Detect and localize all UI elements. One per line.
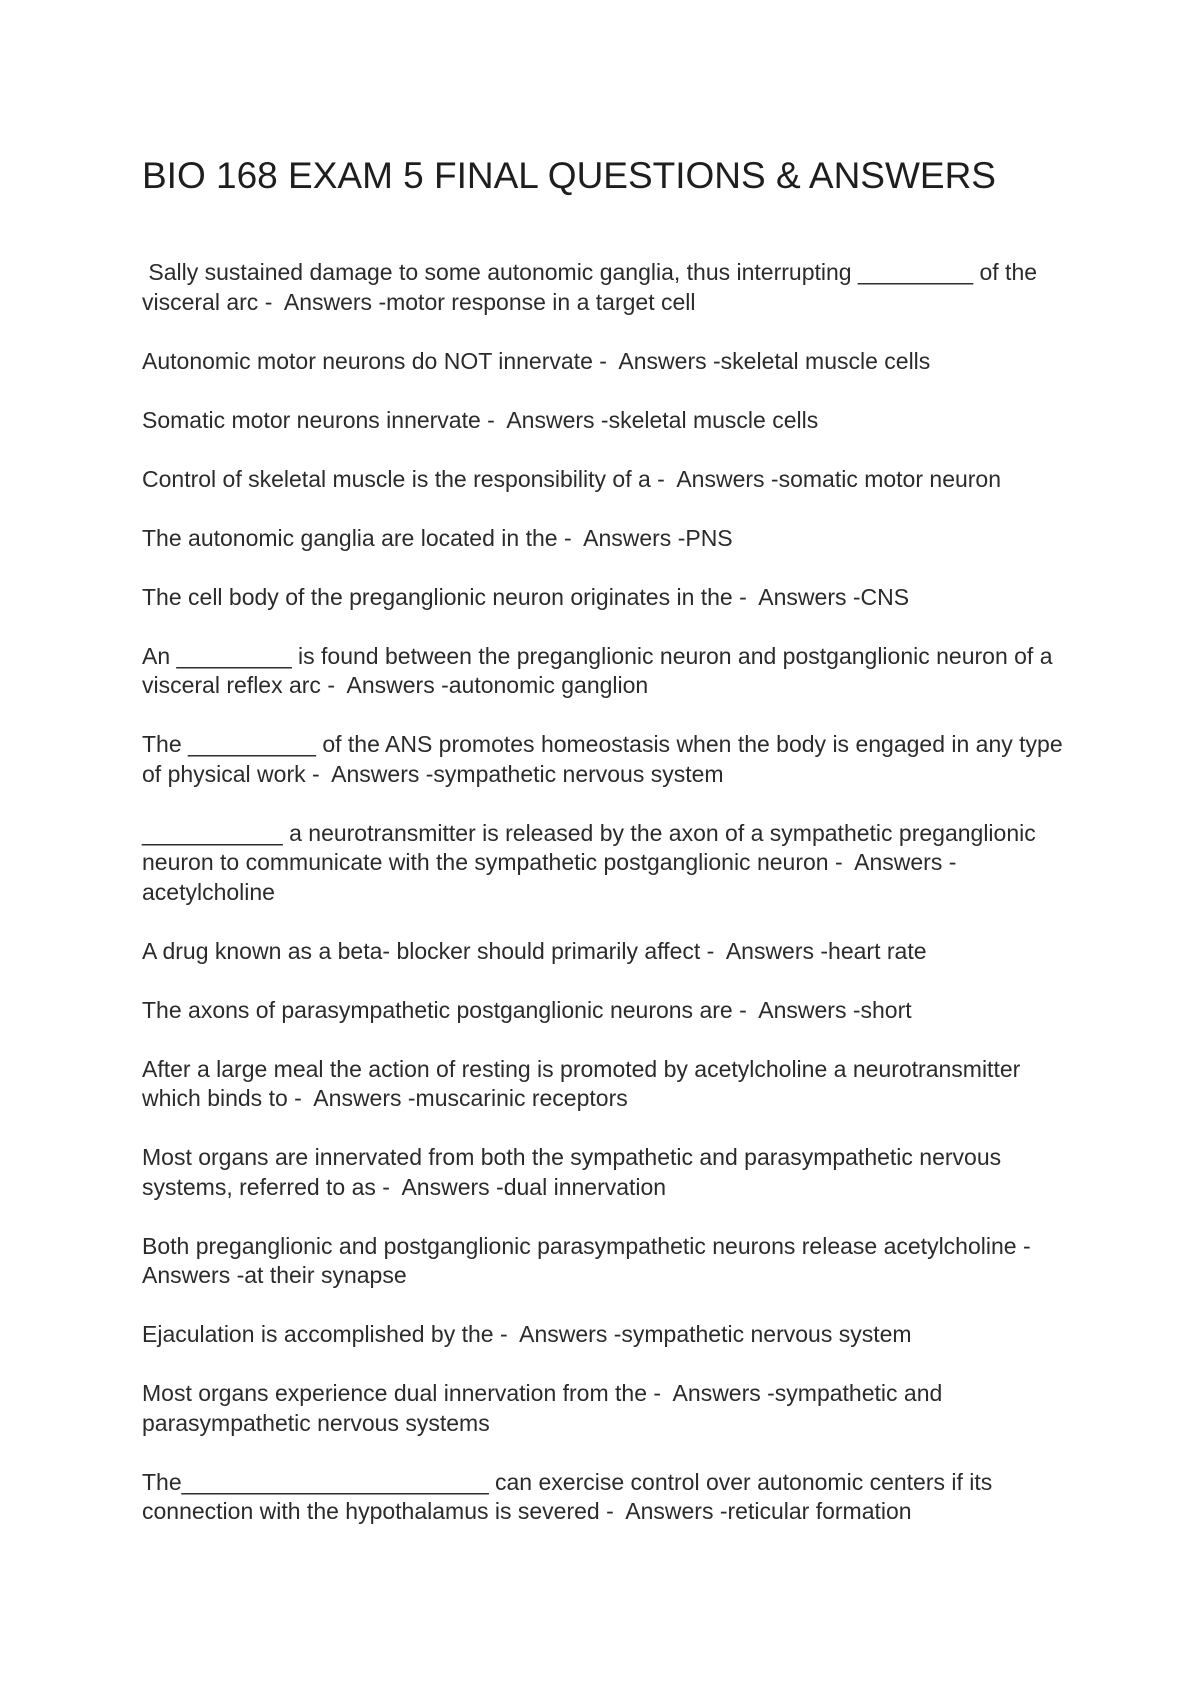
qa-item: Somatic motor neurons innervate - Answers -skeletal muscle cells: [142, 406, 819, 433]
qa-item: Sally sustained damage to some autonomic ganglia, thus interrupting _________ of the visceral arc - Answers -motor response in a target cell: [142, 259, 1044, 315]
qa-item: The cell body of the preganglionic neuron originates in the - Answers -CNS: [142, 583, 910, 610]
qa-item: An _________ is found between the preganglionic neuron and postganglionic neuron of a visceral reflex arc - Answers -autonomic ganglion: [142, 642, 1059, 698]
qa-item: After a large meal the action of resting is promoted by acetylcholine a neurotransmitter which binds to - Answers -muscarinic receptors: [142, 1055, 1027, 1111]
qa-item: The axons of parasympathetic postganglionic neurons are - Answers -short: [142, 996, 912, 1023]
qa-item: The________________________ can exercise control over autonomic centers if its connection with the hypothalamus is severed - Answers -reticular formation: [142, 1468, 999, 1524]
qa-item: Most organs are innervated from both the sympathetic and parasympathetic nervous systems, referred to as - Answers -dual innervation: [142, 1144, 1008, 1200]
qa-item: The __________ of the ANS promotes homeostasis when the body is engaged in any type of physical work - Answers -sympathetic nervous system: [142, 731, 1070, 787]
qa-item: ___________ a neurotransmitter is released by the axon of a sympathetic preganglionic neuron to communicate with the sympathetic postganglionic neuron - Answers -acetylcholine: [142, 819, 1043, 905]
qa-list: [142, 258, 1072, 1556]
qa-item: Ejaculation is accomplished by the - Answers -sympathetic nervous system: [142, 1321, 912, 1347]
qa-item: Autonomic motor neurons do NOT innervate - Answers -skeletal muscle cells: [142, 347, 931, 374]
qa-item: Most organs experience dual innervation from the - Answers -sympathetic and parasympathetic nervous systems: [142, 1380, 949, 1436]
document-title: BIO 168 EXAM 5 FINAL QUESTIONS & ANSWERS: [142, 155, 996, 196]
qa-item: The autonomic ganglia are located in the - Answers -PNS: [142, 524, 733, 551]
qa-item: A drug known as a beta- blocker should primarily affect - Answers -heart rate: [142, 937, 927, 964]
qa-item: Both preganglionic and postganglionic parasympathetic neurons release acetylcholine - Answers -at their synapse: [142, 1232, 1043, 1288]
qa-item: Control of skeletal muscle is the responsibility of a - Answers -somatic motor neuron: [142, 465, 1002, 492]
